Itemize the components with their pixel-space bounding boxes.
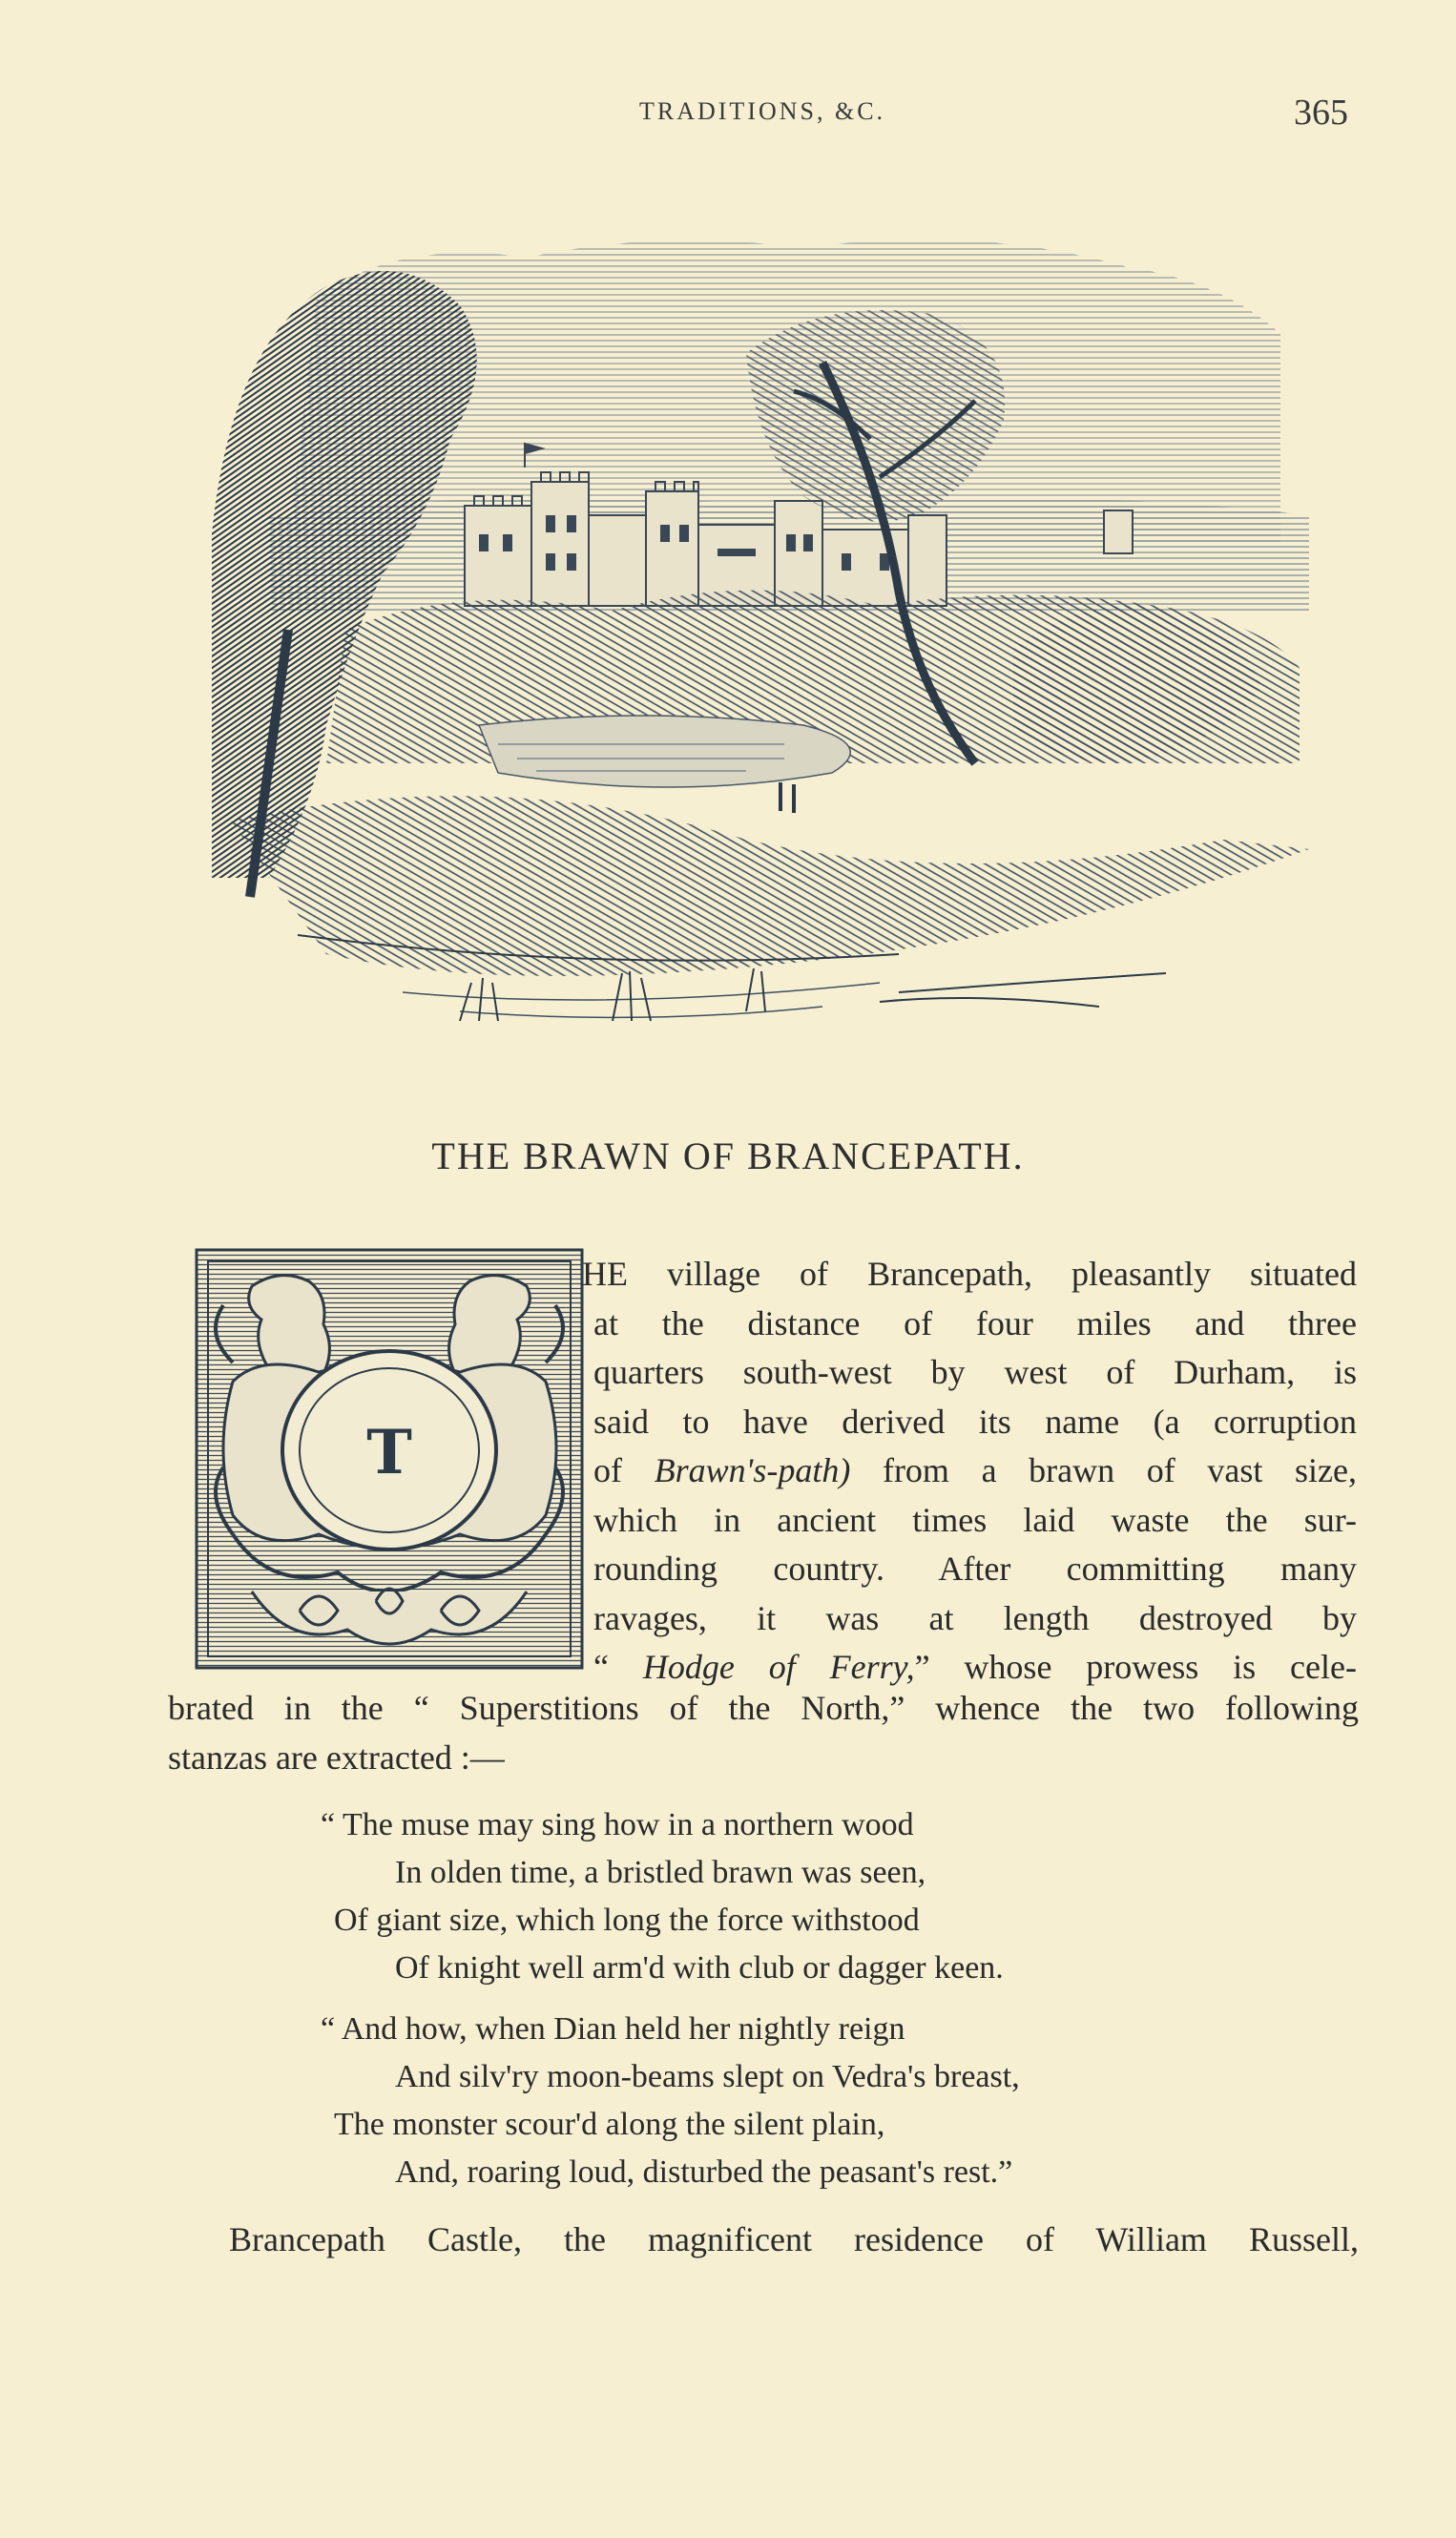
paragraph-line: which in ancient times laid waste the sur- [593,1500,1357,1539]
poem-stanza [321,2006,1020,2196]
page-number: 365 [1294,93,1348,133]
decorated-initial [195,1248,584,1670]
paragraph-line: “ Hodge of Ferry,” whose prowess is cele- [593,1648,1357,1686]
poem-line: Of knight well arm'd with club or dagger keen. [395,1950,1004,1986]
paragraph-line: HE village of Brancepath, pleasantly situated [582,1255,1357,1293]
initial-letter: T [366,1417,412,1488]
page-header [0,92,1456,139]
paragraph-line: stanzas are extracted :— [168,1737,505,1777]
paragraph-full-lines [168,1684,1359,1782]
poem-line: In olden time, a bristled brawn was seen, [395,1855,926,1890]
running-head: TRADITIONS, &C. [639,97,886,125]
italic-term: Brawn's-path) [654,1451,851,1489]
poem-line: Of giant size, which long the force withstood [334,1903,920,1938]
paragraph-drop-lines [582,1250,1357,1693]
poem-line: “ And how, when Dian held her nightly reign [321,2011,905,2047]
paragraph-line: of Brawn's-path) from a brawn of vast size, [593,1451,1357,1489]
chapter-title: THE BRAWN OF BRANCEPATH. [431,1134,1025,1177]
poem-line: And silv'ry moon-beams slept on Vedra's breast, [395,2059,1020,2094]
paragraph-line: brated in the “ Superstitions of the North,” whence the two following [168,1689,1359,1727]
poem [321,1801,1020,2210]
italic-term: Hodge of Ferry, [642,1648,915,1686]
poem-line: And, roaring loud, disturbed the peasant's rest.” [395,2154,1013,2190]
paragraph-line: ravages, it was at length destroyed by [593,1598,1357,1637]
poem-stanza [321,1801,1020,1992]
castle-landscape-engraving [212,229,1328,1050]
poem-line: The monster scour'd along the silent plain, [334,2107,885,2142]
paragraph-line: rounding country. After committing many [593,1550,1357,1588]
continuing-paragraph: Brancepath Castle, the magnificent residence of William Russell, [229,2220,1359,2258]
paragraph-line: quarters south-west by west of Durham, is [593,1353,1357,1391]
poem-line: “ The muse may sing how in a northern wood [321,1807,914,1842]
paragraph-line: said to have derived its name (a corruption [593,1402,1357,1441]
paragraph-line: at the distance of four miles and three [593,1303,1357,1342]
